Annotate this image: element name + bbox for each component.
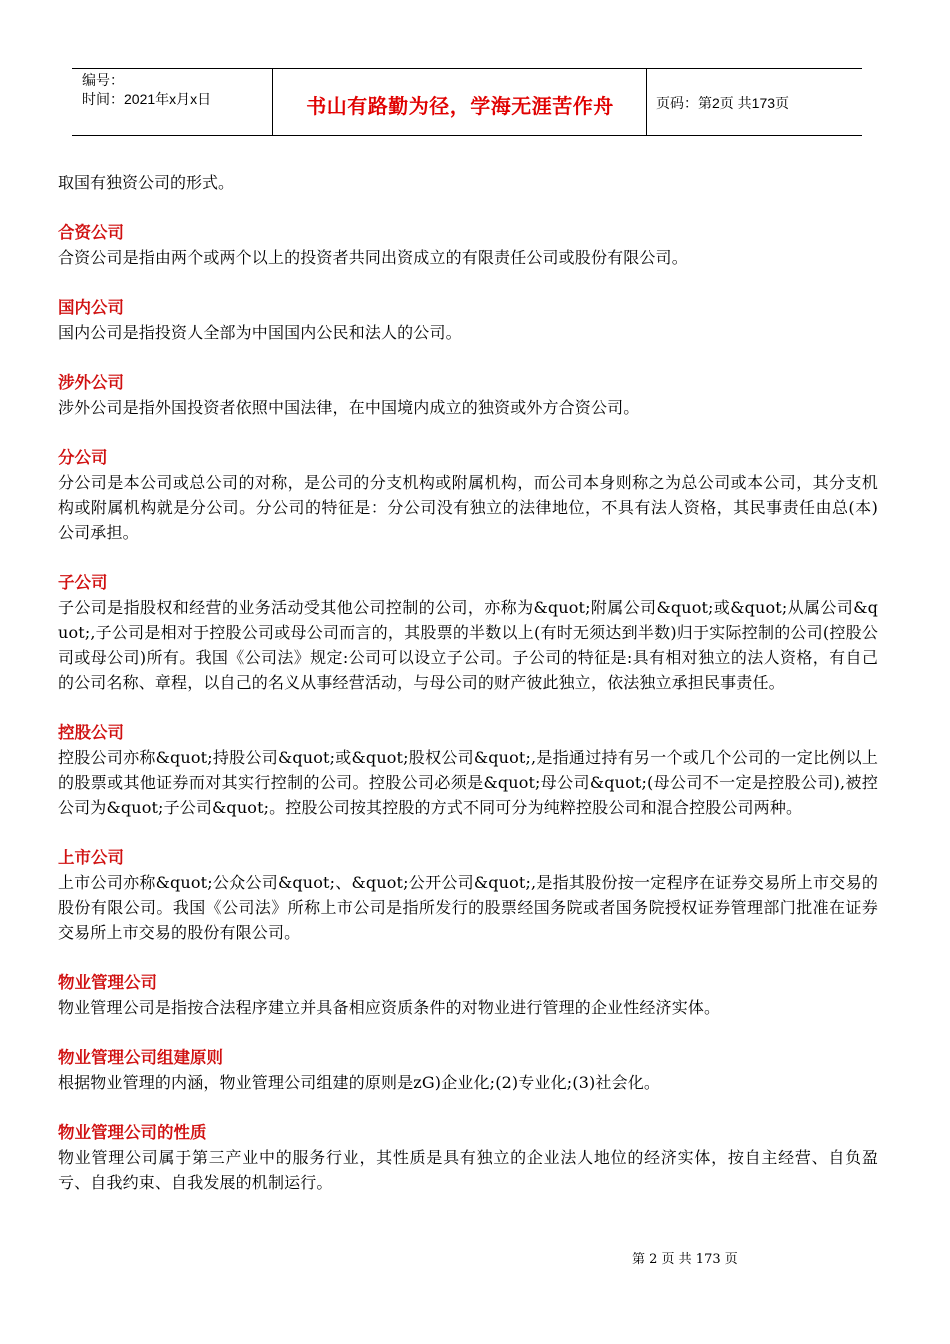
section	[58, 295, 878, 345]
section-paragraph: 合资公司是指由两个或两个以上的投资者共同出资成立的有限责任公司或股份有限公司。	[58, 248, 688, 267]
section-paragraph: 根据物业管理的内涵，物业管理公司组建的原则是zG)企业化;(2)专业化;(3)社会化。	[58, 1073, 661, 1092]
section	[58, 445, 878, 545]
header-divider-left	[272, 68, 273, 136]
page-footer: 第 2 页 共 173 页	[632, 1252, 738, 1267]
section-heading: 涉外公司	[58, 373, 124, 392]
section-heading: 合资公司	[58, 223, 124, 242]
section-paragraph: 涉外公司是指外国投资者依照中国法律，在中国境内成立的独资或外方合资公司。	[58, 398, 640, 417]
intro-paragraph: 取国有独资公司的形式。	[58, 173, 235, 192]
section	[58, 845, 878, 945]
section	[58, 1120, 878, 1195]
section	[58, 1045, 878, 1095]
header-meta	[82, 71, 211, 109]
header-motto: 书山有路勤为径，学海无涯苦作舟	[306, 94, 614, 118]
section	[58, 220, 878, 270]
date-label: 时间：2021年x月x日	[82, 91, 212, 107]
section	[58, 570, 878, 695]
section-heading: 国内公司	[58, 298, 124, 317]
section-heading: 物业管理公司	[58, 973, 157, 992]
section-paragraph: 子公司是指股权和经营的业务活动受其他公司控制的公司，亦称为&quot;附属公司&quot;或&quot;从属公司&quot;,子公司是相对于控股公司或母公司而言的，其股票的半数以上(有时无须达到半数)归于实际控制的公司(控股公司或母公司)所有。我国《公司法》规定:公司可以设立子公司。子公司的特征是:具有相对独立的法人资格，有自己的公司名称、章程，以自己的名义从事经营活动，与母公司的财产彼此独立，依法独立承担民事责任。	[58, 598, 878, 692]
section-paragraph: 物业管理公司是指按合法程序建立并具备相应资质条件的对物业进行管理的企业性经济实体。	[58, 998, 721, 1017]
section-heading: 上市公司	[58, 848, 124, 867]
header-bottom-rule	[72, 135, 862, 136]
header-top-rule	[72, 68, 862, 69]
section-paragraph: 国内公司是指投资人全部为中国国内公民和法人的公司。	[58, 323, 462, 342]
section-heading: 物业管理公司组建原则	[58, 1048, 223, 1067]
section-heading: 子公司	[58, 573, 108, 592]
doc-number-label: 编号：	[82, 72, 124, 88]
section-heading: 控股公司	[58, 723, 124, 742]
section	[58, 720, 878, 820]
section-paragraph: 控股公司亦称&quot;持股公司&quot;或&quot;股权公司&quot;,是指通过持有另一个或几个公司的一定比例以上的股票或其他证券而对其实行控制的公司。控股公司必须是&quot;母公司&quot;(母公司不一定是控股公司),被控公司为&quot;子公司&quot;。控股公司按其控股的方式不同可分为纯粹控股公司和混合控股公司两种。	[58, 748, 878, 817]
section-paragraph: 物业管理公司属于第三产业中的服务行业，其性质是具有独立的企业法人地位的经济实体，按自主经营、自负盈亏、自我约束、自我发展的机制运行。	[58, 1148, 878, 1192]
section-paragraph: 分公司是本公司或总公司的对称，是公司的分支机构或附属机构，而公司本身则称之为总公司或本公司，其分支机构或附属机构就是分公司。分公司的特征是：分公司没有独立的法律地位，不具有法人资格，其民事责任由总(本)公司承担。	[58, 473, 878, 542]
section	[58, 370, 878, 420]
section-heading: 物业管理公司的性质	[58, 1123, 207, 1142]
section	[58, 970, 878, 1020]
header-divider-right	[646, 68, 647, 136]
section-heading: 分公司	[58, 448, 108, 467]
document-body	[58, 170, 878, 1220]
header-page-info: 页码：第2页 共173页	[656, 95, 790, 111]
section-paragraph: 上市公司亦称&quot;公众公司&quot;、&quot;公开公司&quot;,是指其股份按一定程序在证券交易所上市交易的股份有限公司。我国《公司法》所称上市公司是指所发行的股票经国务院或者国务院授权证券管理部门批准在证券交易所上市交易的股份有限公司。	[58, 873, 878, 942]
